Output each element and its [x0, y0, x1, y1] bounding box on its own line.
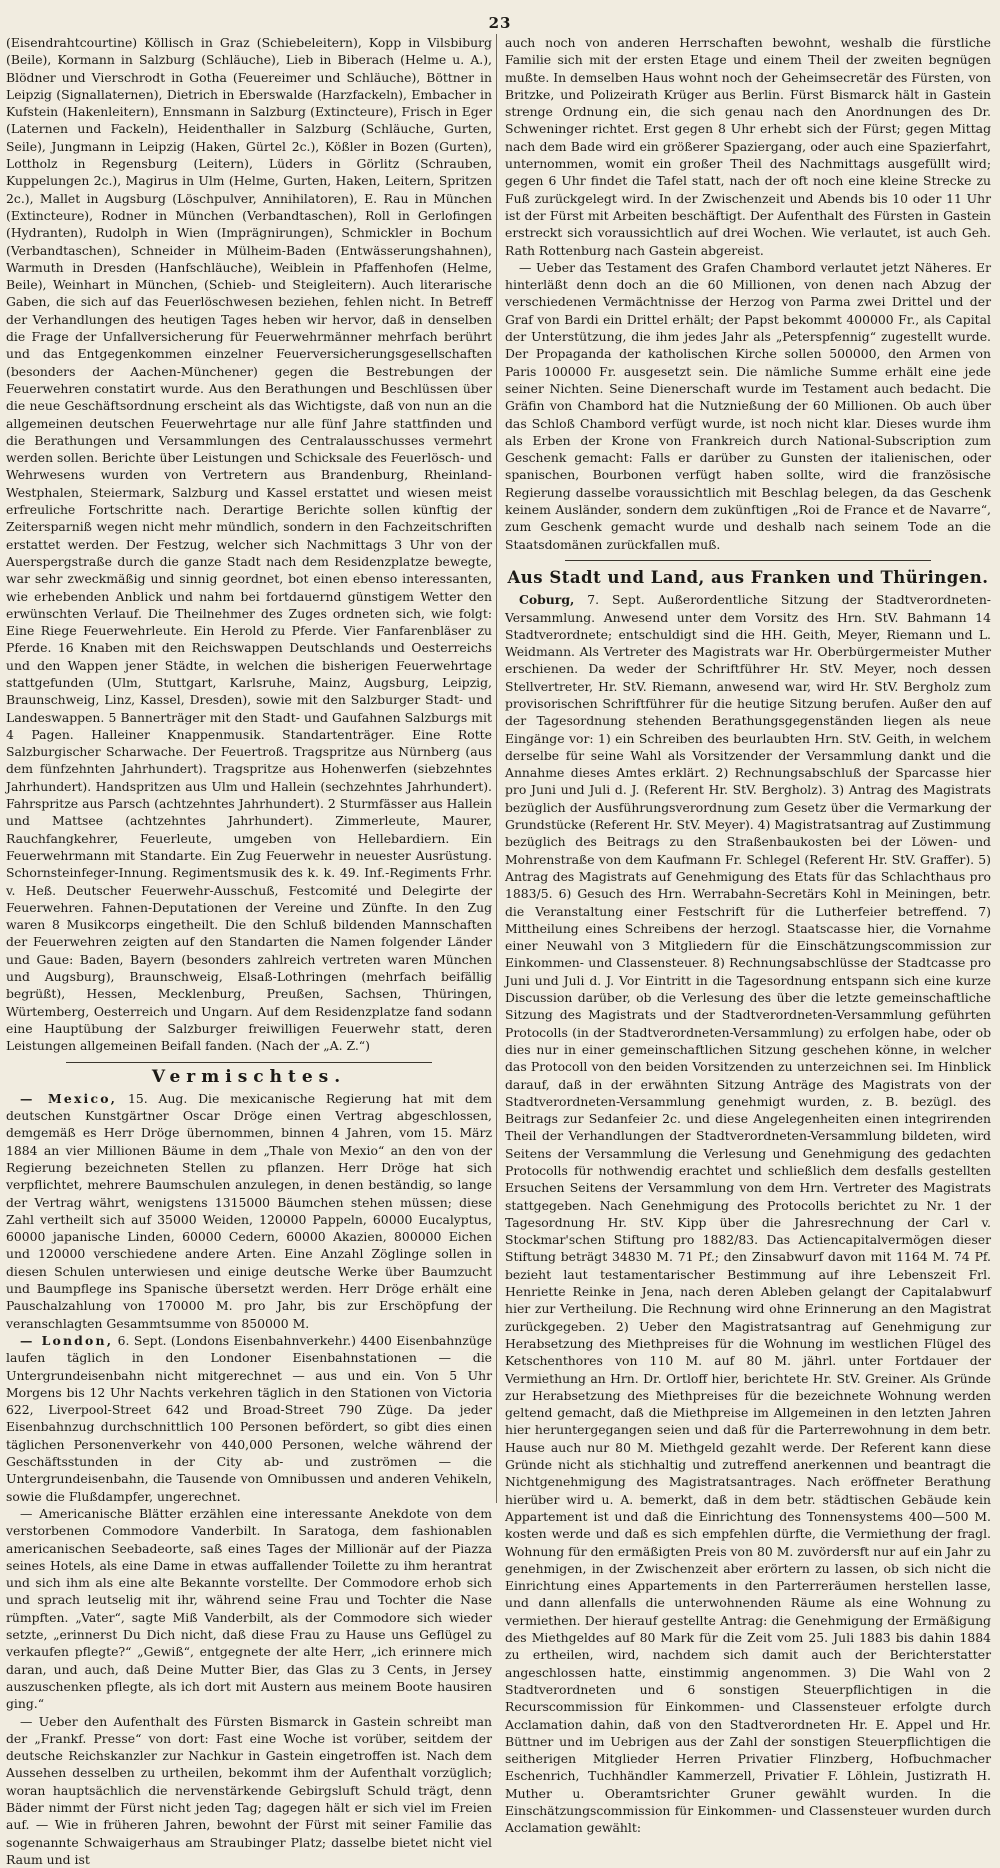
article-coburg [505, 591, 991, 1836]
article-coburg-body: 7. Sept. Außerordentliche Sitzung der Stadtverordneten-Versammlung. Anwesend unter dem Vorsitz des Hrn. StV. Bahmann 14 Stadtverordnete; entschuldigt sind die HH. Geith, Meyer, Riemann und L. Weidmann. Als Vertreter des Magistrats war Hr. Oberbürgermeister Muther erschienen. Da weder der Schriftführer Hr. StV. Meyer, noch dessen Stellvertreter, Hr. StV. Riemann, anwesend war, wird Hr. StV. Bergholz zum provisorischen Schriftführer für die heutige Sitzung berufen. Außer den auf der Tagesordnung stehenden Berathungsgegenständen liegen als neue Eingänge vor: 1) ein Schreiben des beurlaubten Hrn. StV. Geith, in welchem derselbe für seine Wahl als Vorsitzender der Versammlung dankt und die Annahme dieses Amtes erklärt. 2) Rechnungsabschluß der Sparcasse hier pro Juni und Juli d. J. (Referent Hr. StV. Bergholz). 3) Antrag des Magistrats bezüglich der Ausführungsverordnung zum Gesetz über die Vermarkung der Grundstücke (Referent Hr. StV. Meyer). 4) Magistratsantrag auf Zustimmung bezüglich des Beitrags zu den Straßenbaukosten bei der Löwen- und Mohrenstraße von dem Kaufmann Fr. Schlegel (Referent Hr. StV. Graffer). 5) Antrag des Magistrats auf Genehmigung des Etats für das Schlachthaus pro 1883/5. 6) Gesuch des Hrn. Werrabahn-Secretärs Kohl in Meiningen, betr. die Veranstaltung einer Festschrift für die Lutherfeier betreffend. 7) Mittheilung eines Schreibens der herzogl. Staatscasse hier, die Vornahme einer Neuwahl von 3 Mitgliedern für die Einschätzungscommission zur Einkommen- und Classensteuer. 8) Rechnungsabschlüsse der Stadtcasse pro Juni und Juli d. J. Vor Eintritt in die Tagesordnung entspann sich eine kurze Discussion darüber, ob die Verlesung des über die letzte gemeinschaftliche Sitzung des Magistrats und der Stadtverordneten-Versammlung geführten Protocolls (in der Stadtverordneten-Versammlung) zu erfolgen habe, oder ob dies nur in einer gemeinschaftlichen Sitzung geschehen könne, in welcher das Protocoll von den beiden Vorsitzenden zu unterzeichnen sei. Im Hinblick darauf, daß in der erwähnten Sitzung Anträge des Magistrats von der Stadtverordneten-Versammlung genehmigt wurden, z. B. bezügl. des Beitrags zur Sedanfeier 2c. und diese Angelegenheiten einen integrirenden Theil der Verhandlungen der Stadtverordneten-Versammlung bildeten, wird Seitens der Versammlung die Verlesung und Genehmigung des gedachten Protocolls für nothwendig erachtet und schließlich dem desfalls gestellten Ersuchen Seitens der Versammlung von dem Hrn. Vertreter des Magistrats stattgegeben. Nach Genehmigung des Protocolls berichtet zu Nr. 1 der Tagesordnung Hr. StV. Kipp über die Jahresrechnung der Carl v. Stockmar'schen Stiftung pro 1882/83. Das Actiencapitalvermögen dieser Stiftung beträgt 34830 M. 71 Pf.; den Zinsabwurf davon mit 1164 M. 74 Pf. bezieht laut testamentarischer Bestimmung auf ihre Lebenszeit Frl. Henriette Reinke in Jena, nach deren Ableben gelangt der Capitalabwurf hier zur Vertheilung. Die Rechnung wird ohne Erinnerung an den Magistrat zurückgegeben. 2) Ueber den Magistratsantrag auf Genehmigung zur Herabsetzung des Miethpreises für die Wohnung im westlichen Flügel des Ketschenthores von 110 M. auf 80 M. jährl. unter Fortdauer der Vermiethung an Hrn. Dr. Ortloff hier, berichtete Hr. StV. Greiner. Als Gründe zur Herabsetzung des Miethpreises für die bezeichnete Wohnung werden geltend gemacht, daß die Miethpreise im Allgemeinen in den letzten Jahren hier heruntergegangen seien und daß für die Parterrewohnung in dem betr. Hause auch nur 80 M. Miethgeld gezahlt werde. Der Referent kann diese Gründe nicht als stichhaltig und zutreffend anerkennen und beantragt die Nichtgenehmigung des Magistratsantrages. Nach eröffneter Berathung hierüber wird u. A. bemerkt, daß in dem betr. städtischen Gebäude kein Appartement ist und daß die Einrichtung des Tonnensystems 400—500 M. kosten werde und daß es sich empfehlen dürfte, die Vermiethung der fragl. Wohnung für den ermäßigten Preis von 80 M. zuvördersft nur auf ein Jahr zu genehmigen, in der Zwischenzeit aber erörtern zu lassen, ob sich nicht die Einrichtung eines Appartements in den Parterreräumen herstellen lasse, und dann allenfalls die unterwohnenden Räume als eine Wohnung zu vermiethen. Der hierauf gestellte Antrag: die Genehmigung der Ermäßigung des Miethgeldes auf 80 Mark für die Zeit vom 25. Juli 1883 bis dahin 1884 zu ertheilen, wird, nachdem sich damit auch der Berichterstatter angeschlossen hatte, einstimmig angenommen. 3) Die Wahl von 2 Stadtverordneten und 6 sonstigen Steuerpflichtigen in die Recurscommission für Einkommen- und Classensteuer erfolgte durch Acclamation dahin, daß von den Stadtverordneten Hr. E. Appel und Hr. Büttner und im Uebrigen aus der Zahl der sonstigen Steuerpflichtigen die seitherigen Mitglieder Herren Privatier Flinzberg, Hofbuchmacher Eschenrich, Tuchhändler Kammerzell, Privatier F. Löhlein, Justizrath H. Muther u. Oberamtsrichter Gruner gewählt wurden. In die Einschätzungscommission für Einkommen- und Classensteuer wurden durch Acclamation gewählt: [505, 592, 991, 1835]
article-bismarck-continued: auch noch von anderen Herrschaften bewohnt, weshalb die fürstliche Familie sich mit der ersten Etage und einem Theil der zweiten begnügen mußte. In demselben Haus wohnt noch der Geheimsecretär des Fürsten, von Britzke, und Polizeirath Krüger aus Berlin. Fürst Bismarck hält in Gastein strenge Ordnung ein, die sich genau nach den Anordnungen des Dr. Schweninger richtet. Erst gegen 8 Uhr erhebt sich der Fürst; gegen Mittag nach dem Bade wird ein größerer Spaziergang, oder auch eine Spazierfahrt, unternommen, womit ein großer Theil des Nachmittags ausgefüllt wird; gegen 6 Uhr findet die Tafel statt, nach der oft noch eine kleine Strecke zu Fuß zurückgelegt wird. In der Zwischenzeit und Abends bis 10 oder 11 Uhr ist der Fürst mit Arbeiten beschäftigt. Der Aufenthalt des Fürsten in Gastein erstreckt sich voraussichtlich auf drei Wochen. Wie verlautet, ist auch Geh. Rath Rottenburg nach Gastein abgereist. [505, 34, 991, 259]
section-divider [66, 1062, 432, 1063]
dateline-london: — London, [20, 1333, 113, 1348]
article-london [6, 1332, 492, 1505]
article-bismarck-gastein: — Ueber den Aufenthalt des Fürsten Bismarck in Gastein schreibt man der „Frankf. Presse“ von dort: Fast eine Woche ist vorüber, seitdem der deutsche Reichskanzler zur Nachkur in Gastein eingetroffen ist. Nach dem Aussehen desselben zu urtheilen, bekommt ihm der Aufenthalt vorzüglich; woran hauptsächlich die nervenstärkende Gebirgsluft Schuld trägt, denn Bäder nimmt der Fürst nicht jeden Tag; dagegen hält er sich viel im Freien auf. — Wie in früheren Jahren, bewohnt der Fürst mit seiner Familie das sogenannte Schwaigerhaus am Straubinger Platz; dasselbe bietet nicht viel Raum und ist [6, 1713, 492, 1868]
article-mexico [6, 1090, 492, 1332]
article-mexico-body: 15. Aug. Die mexicanische Regierung hat mit dem deutschen Kunstgärtner Oscar Dröge einen Vertrag abgeschlossen, demgemäß es Herr Dröge übernommen, binnen 4 Jahren, vom 15. März 1884 an vier Millionen Bäume in dem „Thale von Mexio“ an den von der Regierung bezeichneten Stellen zu pflanzen. Herr Dröge hat sich verpflichtet, mehrere Baumschulen anzulegen, in denen beständig, so lange der Vertrag währt, wenigstens 1315000 Bäumchen stehen müssen; diese Zahl vertheilt sich auf 35000 Weiden, 120000 Pappeln, 60000 Eucalyptus, 60000 japanische Linden, 60000 Cedern, 60000 Akazien, 800000 Eichen und 120000 verschiedene andere Arten. Eine Anzahl Zöglinge sollen in diesen Schulen unterwiesen und einige deutsche Werke über Baumzucht und Baumpflege ins Spanische übersetzt werden. Herr Dröge erhält eine Pauschalzahlung von 170000 M. pro Jahr, bis zur Erschöpfung der veranschlagten Gesammtsumme von 850000 M. [6, 1091, 492, 1331]
section-divider [565, 560, 931, 561]
section-heading-stadt-land: Aus Stadt und Land, aus Franken und Thüringen. [505, 569, 991, 586]
column-rule [496, 34, 497, 1503]
left-column [6, 34, 492, 1505]
article-london-body: 6. Sept. (Londons Eisenbahnverkehr.) 4400 Eisenbahnzüge laufen täglich in den Londoner Eisenbahnstationen — die Untergrundeisenbahn nicht mitgerechnet — aus und ein. Von 5 Uhr Morgens bis 12 Uhr Nachts verkehren täglich in den Stationen von Victoria 622, Liverpool-Street 642 und Broad-Street 790 Züge. Da jeder Eisenbahnzug durchschnittlich 100 Personen befördert, so gibt dies einen täglichen Personenverkehr von 440,000 Personen, welche während der Geschäftsstunden in der City ab- und zuströmen — die Untergrundeisenbahn, die Tausende von Omnibussen und anderen Vehikeln, sowie die Flußdampfer, ungerechnet. [6, 1333, 492, 1504]
article-chambord: — Ueber das Testament des Grafen Chambord verlautet jetzt Näheres. Er hinterläßt denn doch an die 60 Millionen, von denen nach Abzug der verschiedenen Vermächtnisse der Herzog von Parma zwei Drittel und der Graf von Bardi ein Drittel erhält; der Papst bekommt 400000 Fr., als Capital der Unterstützung, die ihm jedes Jahr als „Peterspfennig“ zugestellt wurde. Der Propaganda der katholischen Kirche sollen 500000, den Armen von Paris 100000 Fr. ausgesetzt sein. Die nämliche Summe erhält eine jede seiner Nichten. Seine Dienerschaft wurde im Testament auch bedacht. Die Gräfin von Chambord hat die Nutznießung der 60 Millionen. Ob auch über das Schloß Chambord verfügt wurde, ist noch nicht klar. Dieses wurde ihm als Erben der Krone von Frankreich durch National-Subscription zum Geschenk gemacht: Falls er darüber zu Gunsten der italienischen, oder spanischen, Bourbonen verfügt haben sollte, wird die französische Regierung dasselbe voraussichtlich mit Beschlag belegen, da das Geschenk keinem Ausländer, sondern dem zukünftigen „Roi de France et de Navarre“, zum Geschenk gemacht wurde und deshalb nach seinem Tode an die Staatsdomänen zurückfallen muß. [505, 259, 991, 553]
dateline-coburg: Coburg, [519, 592, 574, 607]
dateline-mexico: — Mexico, [20, 1091, 117, 1106]
section-heading-vermischtes: Vermischtes. [6, 1069, 492, 1086]
article-feuerwehrtag: (Eisendrahtcourtine) Köllisch in Graz (Schiebeleitern), Kopp in Vilsbiburg (Beile), Kormann in Salzburg (Schläuche), Lieb in Biberach (Helme u. A.), Blödner und Vierschrodt in Gotha (Feuereimer und Schläuche), Böttner in Leipzig (Signallaternen), Dietrich in Eberswalde (Harzfackeln), Embacher in Kufstein (Hakenleitern), Ennsmann in Salzburg (Extincteure), Frisch in Eger (Laternen und Fackeln), Heidenthaller in Salzburg (Schläuche, Gurten, Seile), Jungmann in Leipzig (Haken, Gürtel 2c.), Kößler in Bozen (Gurten), Lottholz in Regensburg (Leitern), Lüders in Görlitz (Schrauben, Kuppelungen 2c.), Magirus in Ulm (Helme, Gurten, Haken, Leitern, Spritzen 2c.), Mallet in Augsburg (Löschpulver, Annihilatoren), E. Rau in München (Extincteure), Rodner in München (Verbandtaschen), Roll in Gerlofingen (Hydranten), Rudolph in Wien (Imprägnirungen), Schmickler in Bochum (Verbandtaschen), Schneider in Mülheim-Baden (Entwässerungshahnen), Warmuth in Dresden (Hanfschläuche), Weiblein in Pfaffenhofen (Helme, Beile), Weinhart in München, (Schieb- und Steigleitern). Auch literarische Gaben, die sich auf das Feuerlöschwesen beziehen, fehlen nicht. In Betreff der Verhandlungen des heutigen Tages heben wir hervor, daß in denselben die Frage der Unfallversicherung für Feuerwehrmänner mehrfach berührt und das Entgegenkommen einzelner Feuerversicherungsgesellschaften (besonders der Aachen-Münchener) gegen die Bestrebungen der Feuerwehren constatirt wurde. Aus den Berathungen und Beschlüssen über die neue Geschäftsordnung erscheint als das Wichtigste, daß von nun an die allgemeinen deutschen Feuerwehrtage nur alle fünf Jahre stattfinden und die Berathungen und Versammlungen des Centralausschusses vermehrt werden sollen. Berichte über Leistungen und Schicksale des Feuerlösch- und Wehrwesens wurden von Vertretern aus Brandenburg, Rheinland-Westphalen, Steiermark, Salzburg und Kassel erstattet und wiesen meist erfreuliche Fortschritte nach. Derartige Berichte sollen künftig der Zeitersparniß wegen nicht mehr mündlich, sondern in den Fachzeitschriften erstattet werden. Der Festzug, welcher sich Nachmittags 3 Uhr von der Auerspergstraße durch die ganze Stadt nach dem Residenzplatze bewegte, war sehr zweckmäßig und sinnig geordnet, bot einen ebenso interessanten, wie erhebenden Anblick und nahm bei fortdauernd günstigem Wetter den erwünschten Verlauf. Die Theilnehmer des Zuges ordneten sich, wie folgt: Eine Riege Feuerwehrleute. Ein Herold zu Pferde. Vier Fanfarenbläser zu Pferde. 16 Knaben mit den Reichswappen Deutschlands und Oesterreichs und den Wappen jener Städte, in welchen die bisherigen Feuerwehrtage stattgefunden (Ulm, Stuttgart, Karlsruhe, Mainz, Augsburg, Leipzig, Braunschweig, Linz, Kassel, Dresden), sowie mit den Salzburger Stadt- und Landeswappen. 5 Bannerträger mit den Stadt- und Gaufahnen Salzburgs mit 4 Pagen. Halleiner Knappenmusik. Standartenträger. Eine Rotte Salzburgischer Scharwache. Der Feuertroß. Tragspritze aus Nürnberg (aus dem fünfzehnten Jahrhundert). Tragspritze aus Hohenwerfen (siebzehntes Jahrhundert). Handspritzen aus Ulm und Hallein (sechzehntes Jahrhundert). Fahrspritze aus Parsch (achtzehntes Jahrhundert). 2 Sturmfässer aus Hallein und Mattsee (achtzehntes Jahrhundert). Zimmerleute, Maurer, Rauchfangkehrer, Feuerleute, umgeben von Hellebardiern. Ein Feuerwehrmann mit Standarte. Ein Zug Feuerwehr in neuester Ausrüstung. Schornsteinfeger-Innung. Regimentsmusik des k. k. 49. Inf.-Regiments Frhr. v. Heß. Deutscher Feuerwehr-Ausschuß, Festcomité und Delegirte der Feuerwehren. Fahnen-Deputationen der Vereine und Zünfte. In den Zug waren 8 Musikcorps eingetheilt. Die den Schluß bildenden Mannschaften der Feuerwehren zeigten auf den Standarten die Namen folgender Länder und Gaue: Baden, Bayern (besonders zahlreich vertreten waren München und Augsburg), Braunschweig, Elsaß-Lothringen (mehrfach beifällig begrüßt), Hessen, Mecklenburg, Preußen, Sachsen, Thüringen, Würtemberg, Oesterreich und Ungarn. Auf dem Residenzplatze fand sodann eine Hauptübung der Salzburger freiwilligen Feuerwehr statt, deren Leistungen allgemeinen Beifall fanden. (Nach der „A. Z.“) [6, 34, 492, 1055]
right-column [505, 34, 991, 1505]
page-number: 23 [0, 14, 1000, 32]
article-vanderbilt: — Americanische Blätter erzählen eine interessante Anekdote von dem verstorbenen Commodore Vanderbilt. In Saratoga, dem fashionablen americanischen Seebadeorte, saß eines Tages der Millionär auf der Piazza seines Hotels, als eine Dame in etwas auffallender Toilette zu ihm herantrat und sich ihm als eine alte Bekannte vorstellte. Der Commodore erhob sich und sprach leutselig mit ihr, während seine Frau und Tochter die Nase rümpften. „Vater“, sagte Miß Vanderbilt, als der Commodore sich wieder setzte, „erinnerst Du Dich nicht, daß diese Frau zu Hause uns Geflügel zu verkaufen pflegte?“ „Gewiß“, entgegnete der alte Herr, „ich erinnere mich daran, und auch, daß Deine Mutter Bier, das Glas zu 3 Cents, in Jersey auszuschenken pflegte, als ich dort mit Austern aus meinem Boote hausiren ging.“ [6, 1505, 492, 1713]
